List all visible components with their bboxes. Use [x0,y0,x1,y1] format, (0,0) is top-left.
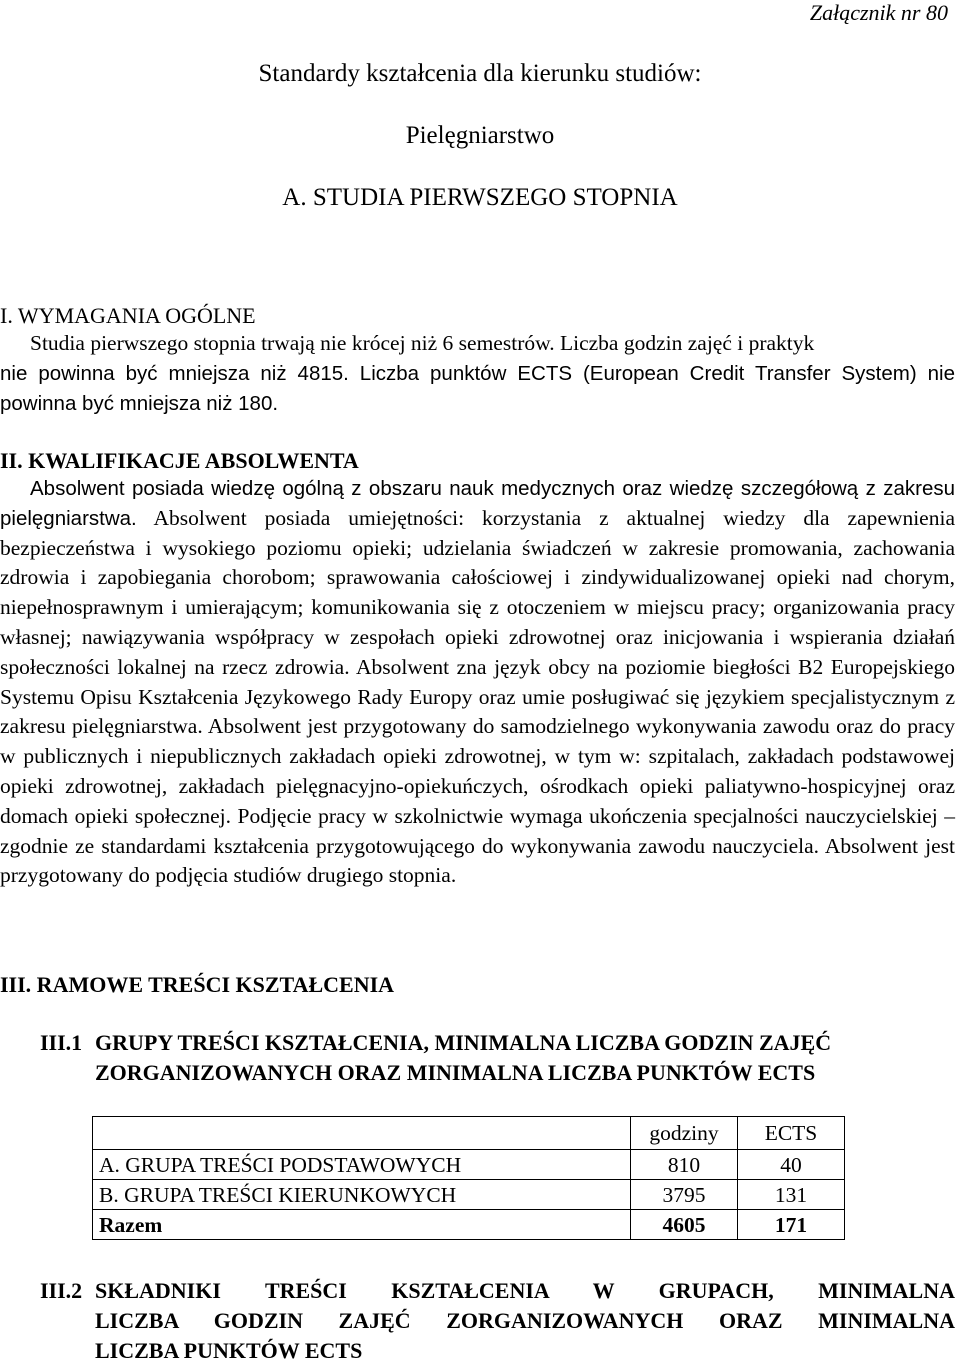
subsection-3-1-heading [40,1028,955,1088]
section-1-text [0,329,955,418]
section-2-heading: II. KWALIFIKACJE ABSOLWENTA [0,448,359,473]
subsection-3-2-line1: SKŁADNIKI TREŚCI KSZTAŁCENIA W GRUPACH, MINIMALNA [95,1278,955,1303]
table-cell: A. GRUPA TREŚCI PODSTAWOWYCH [93,1150,631,1180]
subsection-3-1-line1: GRUPY TREŚCI KSZTAŁCENIA, MINIMALNA LICZBA GODZIN ZAJĘĆ [95,1030,832,1055]
annex-label: Załącznik nr 80 [809,0,948,25]
subsection-3-2-line3: LICZBA PUNKTÓW ECTS [95,1338,363,1363]
table-total-row [93,1210,845,1240]
table-header-cell: ECTS [738,1117,845,1150]
section-1-text-serif: Studia pierwszego stopnia trwają nie krócej niż 6 semestrów. Liczba godzin zajęć i praktyk [30,331,815,355]
subsection-3-2-heading [40,1276,955,1366]
section-2-text-serif: Absolwent posiada umiejętności: korzystania z aktualnej wiedzy dla zapewnienia bezpieczeństwa i wysokiego poziomu opieki; udzielania świadczeń w zakresie promowania, zachowania zdrowia i zapobiegania chorobom; sprawowania całościowej i zindywidualizowanej opieki nad chorym, niepełnosprawnym i umierającym; komunikowania się z otoczeniem w miejscu pracy; organizowania pracy własnej; nawiązywania współpracy w zespołach opieki zdrowotnej oraz inicjowania i wspierania działań społeczności lokalnej na rzecz zdrowia. Absolwent zna język obcy na poziomie biegłości B2 Europejskiego Systemu Opisu Kształcenia Językowego Rady Europy oraz umie posługiwać się językiem specjalistycznym z zakresu pielęgniarstwa. Absolwent jest przygotowany do samodzielnego wykonywania zawodu oraz do pracy w publicznych i niepublicznych zakładach opieki zdrowotnej, w tym w: szpitalach, zakładach podstawowej opieki zdrowotnej, zakładach pielęgnacyjno-opiekuńczych, ośrodkach opieki paliatywno-hospicyjnej oraz domach opieki społecznej. Podjęcie pracy w szkolnictwie wymaga ukończenia specjalności nauczycielskiej – zgodnie ze standardami kształcenia przygotowującego do wykonywania zawodu nauczyciela. Absolwent jest przygotowany do podjęcia studiów drugiego stopnia. [0,505,955,888]
table-cell: 131 [738,1180,845,1210]
study-level: A. STUDIA PIERWSZEGO STOPNIA [282,184,678,211]
subsection-3-1-line2: ZORGANIZOWANYCH ORAZ MINIMALNA LICZBA PUNKTÓW ECTS [95,1060,816,1085]
subsection-3-1-number: III.1 [40,1030,83,1055]
field-of-study: Pielęgniarstwo [405,122,555,149]
table-header-cell: godziny [631,1117,738,1150]
section-1-heading: I. WYMAGANIA OGÓLNE [0,303,256,328]
section-3-heading: III. RAMOWE TREŚCI KSZTAŁCENIA [0,972,395,997]
table-row [93,1150,845,1180]
section-2-text [0,474,955,891]
table-total-cell: 171 [738,1210,845,1240]
table-cell: 40 [738,1150,845,1180]
section-2-text-sans: Absolwent posiada wiedzę ogólną z obszaru nauk medycznych oraz wiedzę szczegółową z zakresu pielęgniarstwa. [0,477,955,530]
table-cell: 810 [631,1150,738,1180]
table-cell: B. GRUPA TREŚCI KIERUNKOWYCH [93,1180,631,1210]
subsection-3-2-number: III.2 [40,1278,83,1303]
table-total-cell: Razem [93,1210,631,1240]
section-1-text-sans: nie powinna być mniejsza niż 4815. Liczba punktów ECTS (European Credit Transfer System) nie powinna być mniejsza niż 180. [0,361,955,415]
document-title: Standardy kształcenia dla kierunku studiów: [258,60,702,87]
table-total-cell: 4605 [631,1210,738,1240]
table-cell: 3795 [631,1180,738,1210]
table-header-row [93,1117,845,1150]
hours-ects-table [92,1116,845,1240]
subsection-3-2-line2: LICZBA GODZIN ZAJĘĆ ZORGANIZOWANYCH ORAZ MINIMALNA [95,1308,955,1333]
table-row [93,1180,845,1210]
table-header-cell [93,1117,631,1150]
